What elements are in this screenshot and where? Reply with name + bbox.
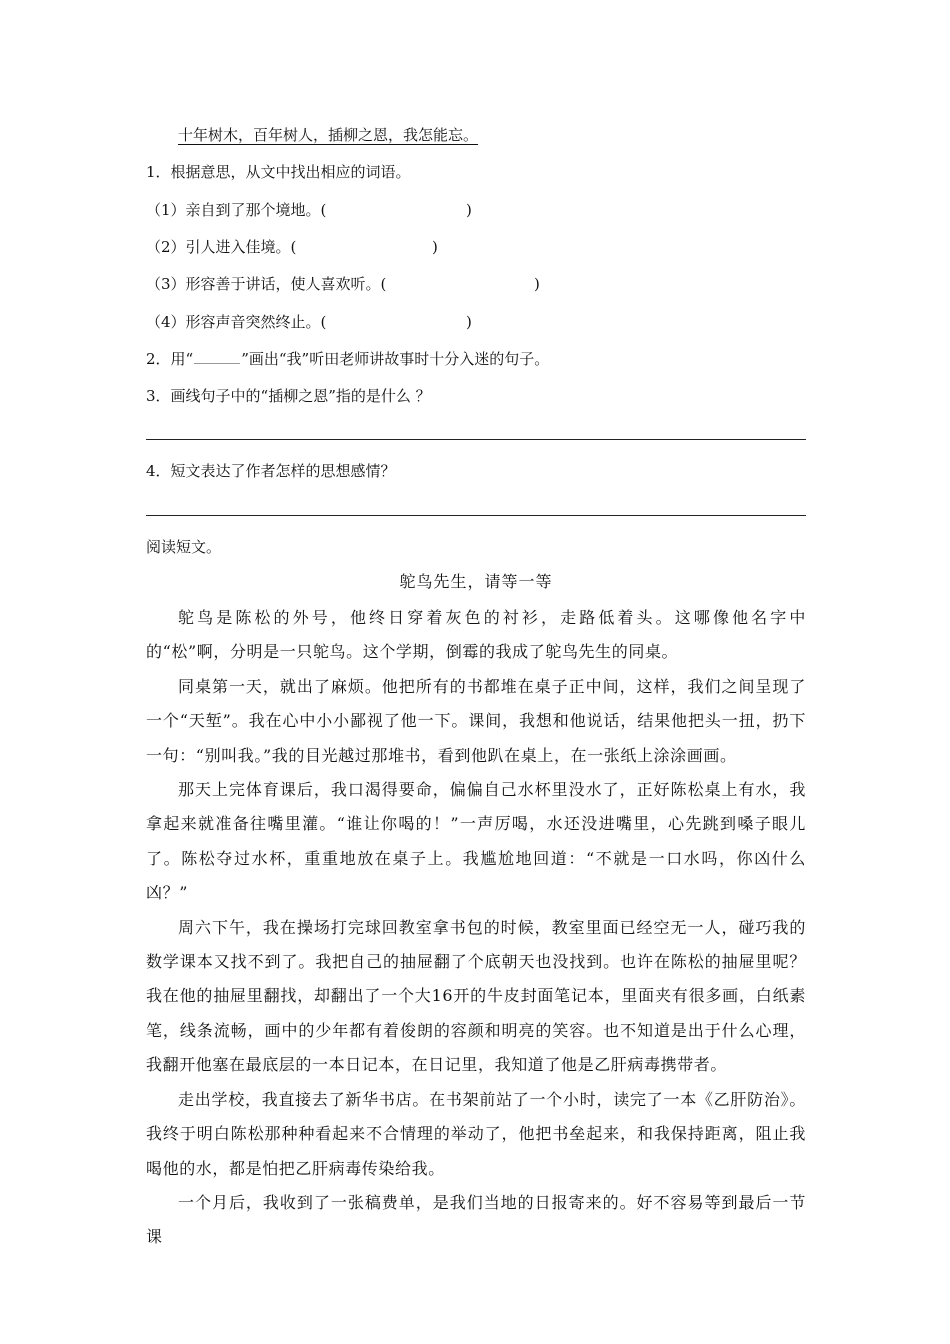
answer-line-q4	[146, 515, 806, 516]
answer-line-q3	[146, 439, 806, 440]
paragraph-2: 同桌第一天，就出了麻烦。他把所有的书都堆在桌子正中间，这样，我们之间呈现了一个“天堑”。我在心中小小鄙视了他一下。课间，我想和他说话，结果他把头一扭，扔下一句：“别叫我。”我的目光越过那堆书，看到他趴在桌上，在一张纸上涂涂画画。	[146, 676, 806, 765]
section-label: 阅读短文。	[146, 538, 222, 556]
paren-close: )	[466, 313, 472, 331]
underlined-sentence: 十年树木，百年树人，插柳之恩，我怎能忘。	[178, 126, 479, 144]
paren-close: )	[466, 201, 472, 219]
paragraph-6: 一个月后，我收到了一张稿费单，是我们当地的日报寄来的。好不容易等到最后一节课	[146, 1192, 806, 1247]
q2-suffix: ”画出“我”听田老师讲故事时十分入迷的句子。	[241, 350, 550, 368]
item-text: （2）引人进入佳境。(	[146, 238, 297, 256]
item-text: （4）形容声音突然终止。(	[146, 313, 327, 331]
question-3: 3．画线句子中的“插柳之恩”指的是什么 ？	[146, 387, 431, 405]
paren-close: )	[534, 275, 540, 293]
question-1-item-2	[146, 237, 296, 257]
question-4: 4．短文表达了作者怎样的思想感情？	[146, 462, 396, 480]
story-title: 鸵鸟先生，请等一等	[399, 572, 553, 591]
paren-close: )	[432, 238, 438, 256]
story-body	[146, 601, 806, 1255]
underline-sample	[194, 349, 240, 364]
paragraph-5: 走出学校，我直接去了新华书店。在书架前站了一个小时，读完了一本《乙肝防治》。我终于明白陈松那种种看起来不合情理的举动了，他把书垒起来，和我保持距离，阻止我喝他的水，都是怕把乙肝病毒传染给我。	[146, 1089, 806, 1178]
q2-prefix: 2．用“	[146, 350, 194, 368]
paragraph-1: 鸵鸟是陈松的外号，他终日穿着灰色的衬衫，走路低着头。这哪像他名字中的“松”啊，分明是一只鸵鸟。这个学期，倒霉的我成了鸵鸟先生的同桌。	[146, 608, 806, 662]
question-1-stem: 1．根据意思，从文中找出相应的词语。	[146, 163, 411, 181]
paragraph-4: 周六下午，我在操场打完球回教室拿书包的时候，教室里面已经空无一人，碰巧我的数学课本又找不到了。我把自己的抽屉翻了个底朝天也没找到。也许在陈松的抽屉里呢？我在他的抽屉里翻找，却翻出了一个大16开的牛皮封面笔记本，里面夹有很多画，白纸素笔，线条流畅，画中的少年都有着俊朗的容颜和明亮的笑容。也不知道是出于什么心理，我翻开他塞在最底层的一本日记本，在日记里，我知道了他是乙肝病毒携带者。	[146, 917, 806, 1075]
paragraph-3: 那天上完体育课后，我口渴得要命，偏偏自己水杯里没水了，正好陈松桌上有水，我拿起来就准备往嘴里灌。“谁让你喝的！”一声厉喝，水还没进嘴里，心先跳到嗓子眼儿了。陈松夺过水杯，重重地放在桌子上。我尴尬地回道：“不就是一口水吗，你凶什么凶？”	[146, 780, 806, 903]
question-1-item-1	[146, 200, 326, 220]
question-1-item-3	[146, 274, 386, 294]
item-text: （3）形容善于讲话，使人喜欢听。(	[146, 275, 387, 293]
question-1-item-4	[146, 312, 326, 332]
item-text: （1）亲自到了那个境地。(	[146, 201, 327, 219]
question-2	[146, 349, 549, 369]
